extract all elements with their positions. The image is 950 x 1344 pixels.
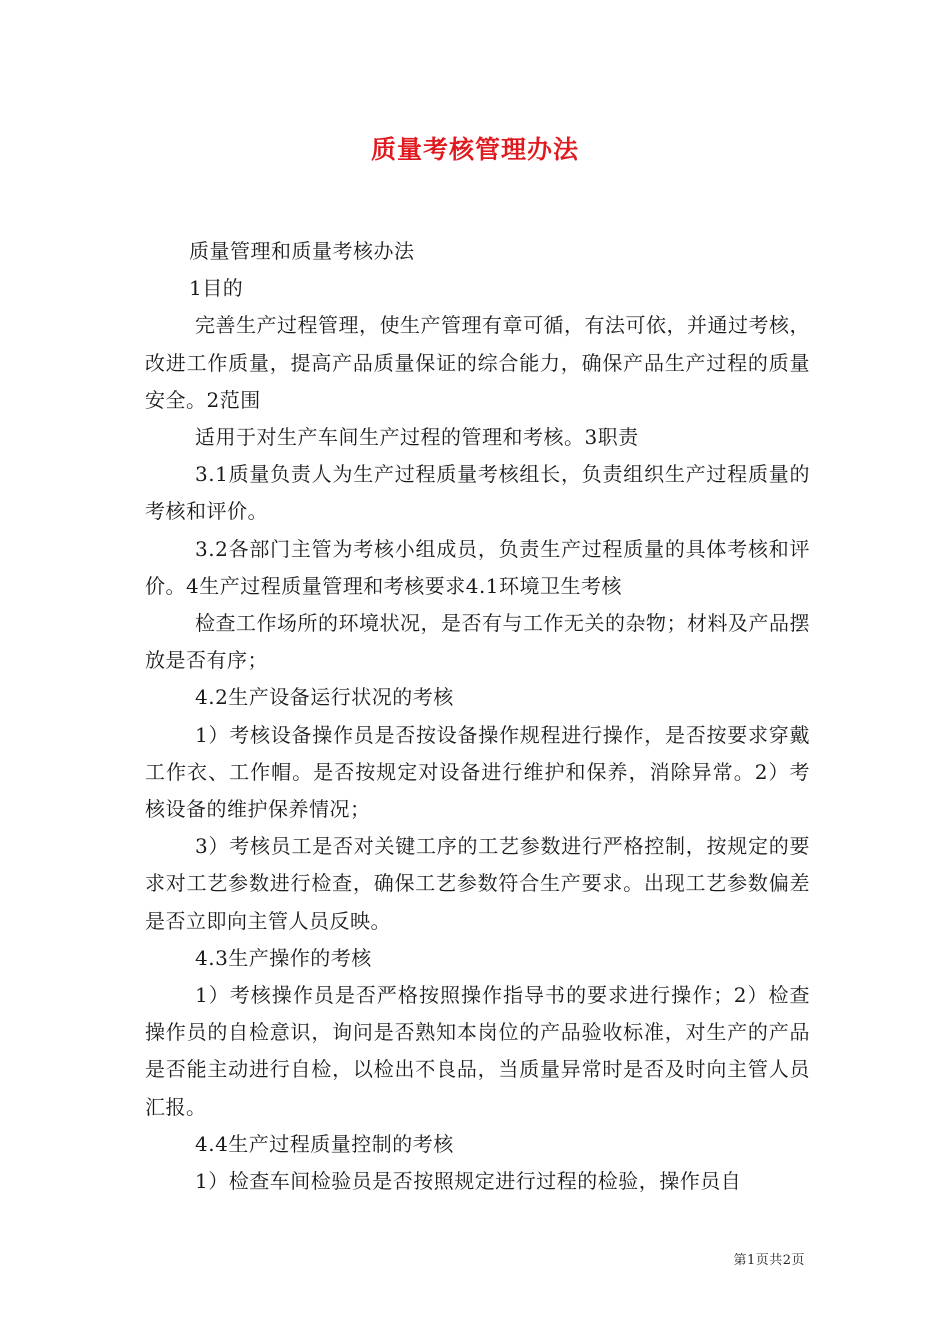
paragraph-purpose: 完善生产过程管理，使生产管理有章可循，有法可依，并通过考核，改进工作质量，提高产品质量保证的综合能力，确保产品生产过程的质量安全。2范围 xyxy=(145,313,810,412)
section-heading-4-2: 4.2生产设备运行状况的考核 xyxy=(195,685,454,710)
paragraph-subtitle: 质量管理和质量考核办法 xyxy=(189,239,415,263)
paragraph-4-2-item-3: 3）考核员工是否对关键工序的工艺参数进行严格控制，按规定的要求对工艺参数进行检查，确保工艺参数符合生产要求。出现工艺参数偏差是否立即向主管人员反映。 xyxy=(145,834,810,933)
section-heading-4-3: 4.3生产操作的考核 xyxy=(195,945,372,970)
paragraph-4-2-item-1: 1）考核设备操作员是否按设备操作规程进行操作，是否按要求穿戴工作衣、工作帽。是否按规定对设备进行维护和保养，消除异常。2）考核设备的维护保养情况； xyxy=(145,722,810,822)
paragraph-4-3-items: 1）考核操作员是否严格按照操作指导书的要求进行操作；2）检查操作员的自检意识，询问是否熟知本岗位的产品验收标准，对生产的产品是否能主动进行自检，以检出不良品，当质量异常时是否及时向主管人员汇报。 xyxy=(145,983,810,1119)
paragraph-duty-3-1: 3.1质量负责人为生产过程质量考核组长，负责组织生产过程质量的考核和评价。 xyxy=(145,462,810,524)
paragraph-4-4-item-1: 1）检查车间检验员是否按照规定进行过程的检验，操作员自 xyxy=(195,1169,742,1194)
section-heading-purpose: 1目的 xyxy=(189,276,244,301)
document-title: 质量考核管理办法 xyxy=(370,135,579,164)
section-heading-4-4: 4.4生产过程质量控制的考核 xyxy=(195,1131,454,1156)
paragraph-duty-3-2: 3.2各部门主管为考核小组成员，负责生产过程质量的具体考核和评价。4生产过程质量管理和考核要求4.1环境卫生考核 xyxy=(145,536,810,598)
paragraph-scope: 适用于对生产车间生产过程的管理和考核。3职责 xyxy=(195,425,639,450)
paragraph-environment-check: 检查工作场所的环境状况，是否有与工作无关的杂物；材料及产品摆放是否有序； xyxy=(145,611,810,673)
page-indicator: 第1页共2页 xyxy=(733,1253,805,1268)
document-body xyxy=(145,233,810,1200)
